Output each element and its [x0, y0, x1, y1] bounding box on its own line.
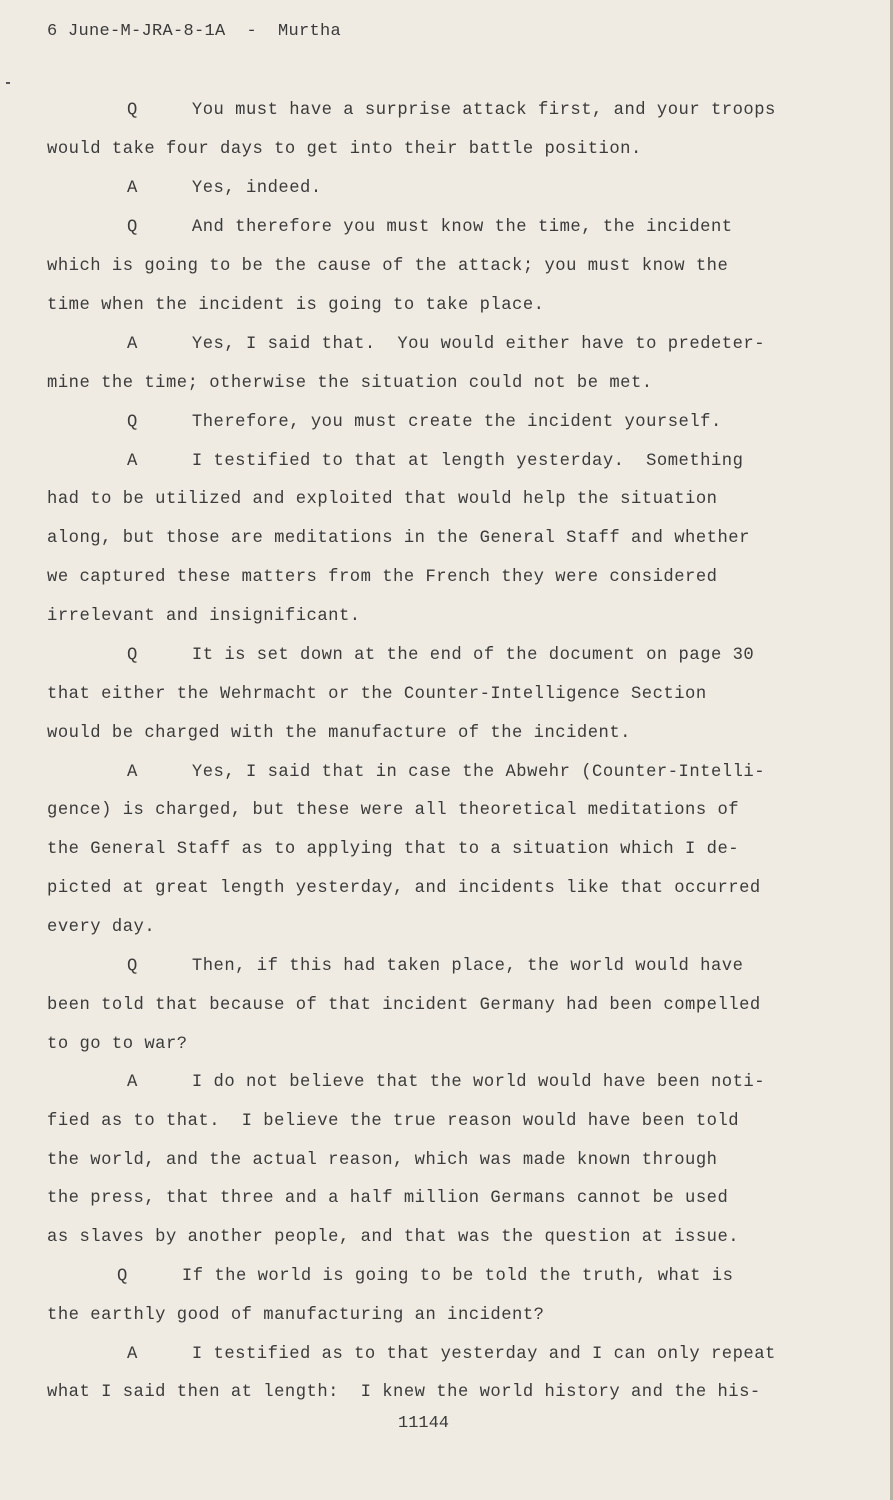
- text-line: A I testified to that at length yesterday. Something: [127, 452, 744, 471]
- text-line: the General Staff as to applying that to a situation which I de-: [47, 840, 740, 859]
- text-line: along, but those are meditations in the General Staff and whether: [47, 529, 750, 548]
- text-line: would take four days to get into their battle position.: [47, 140, 642, 159]
- margin-mark: [6, 82, 10, 84]
- text-line: that either the Wehrmacht or the Counter-Intelligence Section: [47, 685, 707, 704]
- text-line: Q If the world is going to be told the truth, what is: [117, 1267, 734, 1286]
- text-line: Q You must have a surprise attack first, and your troops: [127, 101, 776, 120]
- text-line: the press, that three and a half million Germans cannot be used: [47, 1189, 729, 1208]
- text-line: A I do not believe that the world would have been noti-: [127, 1073, 766, 1092]
- text-line: we captured these matters from the French they were considered: [47, 568, 718, 587]
- text-line: gence) is charged, but these were all theoretical meditations of: [47, 801, 740, 820]
- text-line: every day.: [47, 918, 156, 937]
- text-line: A Yes, I said that. You would either have to predeter-: [127, 335, 766, 354]
- text-line: A I testified as to that yesterday and I can only repeat: [127, 1345, 776, 1364]
- text-line: had to be utilized and exploited that would help the situation: [47, 490, 718, 509]
- text-line: the world, and the actual reason, which was made known through: [47, 1151, 718, 1170]
- text-line: fied as to that. I believe the true reason would have been told: [47, 1112, 740, 1131]
- text-line: as slaves by another people, and that was the question at issue.: [47, 1228, 740, 1247]
- text-line: A Yes, I said that in case the Abwehr (Counter-Intelli-: [127, 763, 766, 782]
- text-line: picted at great length yesterday, and incidents like that occurred: [47, 879, 761, 898]
- text-line: to go to war?: [47, 1035, 188, 1054]
- text-line: time when the incident is going to take place.: [47, 296, 545, 315]
- text-line: Q And therefore you must know the time, the incident: [127, 218, 733, 237]
- page-number: 11144: [398, 1414, 450, 1433]
- text-line: what I said then at length: I knew the world history and the his-: [47, 1383, 761, 1402]
- page-header: 6 June-M-JRA-8-1A - Murtha: [47, 22, 342, 41]
- text-line: A Yes, indeed.: [127, 179, 322, 198]
- text-line: which is going to be the cause of the attack; you must know the: [47, 257, 729, 276]
- text-line: Q Then, if this had taken place, the world would have: [127, 957, 744, 976]
- text-line: Q Therefore, you must create the incident yourself.: [127, 413, 722, 432]
- text-line: Q It is set down at the end of the document on page 30: [127, 646, 755, 665]
- text-line: irrelevant and insignificant.: [47, 607, 361, 626]
- text-line: the earthly good of manufacturing an incident?: [47, 1306, 545, 1325]
- text-line: would be charged with the manufacture of the incident.: [47, 724, 631, 743]
- text-line: mine the time; otherwise the situation could not be met.: [47, 374, 653, 393]
- text-line: been told that because of that incident Germany had been compelled: [47, 996, 761, 1015]
